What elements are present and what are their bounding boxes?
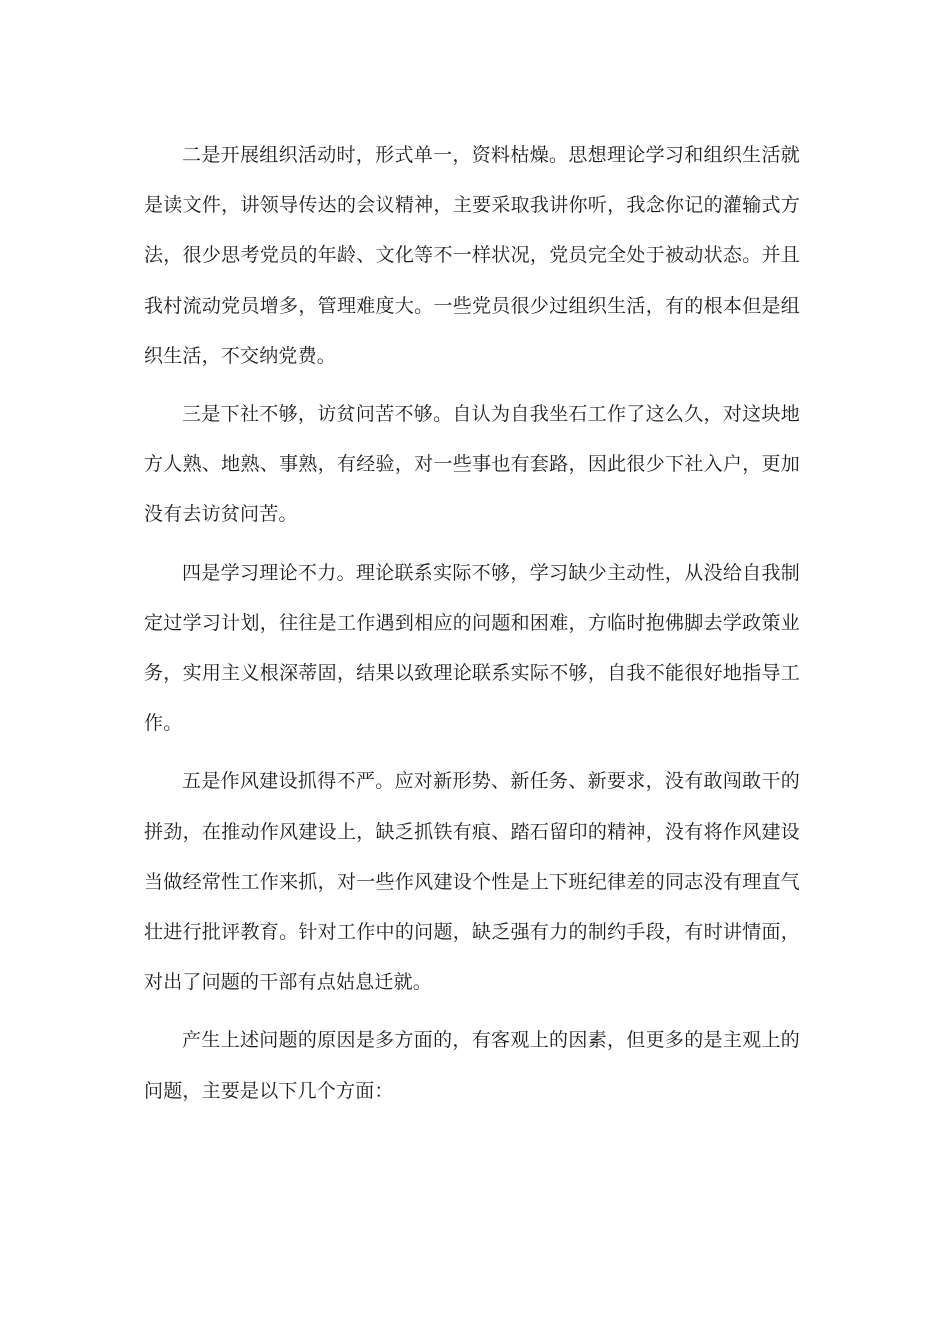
- document-body: [144, 130, 800, 1124]
- paragraph-causes-intro: 产生上述问题的原因是多方面的，有客观上的因素，但更多的是主观上的问题，主要是以下几个方面：: [144, 1029, 800, 1102]
- paragraph-work-style: 五是作风建设抓得不严。应对新形势、新任务、新要求，没有敢闯敢干的拼劲，在推动作风建设上，缺乏抓铁有痕、踏石留印的精神，没有将作风建设当做经常性工作来抓，对一些作风建设个性是上下班纪律差的同志没有理直气壮进行批评教育。针对工作中的问题，缺乏强有力的制约手段，有时讲情面，对出了问题的干部有点姑息迁就。: [144, 770, 800, 994]
- paragraph-theory-study: 四是学习理论不力。理论联系实际不够，学习缺少主动性，从没给自我制定过学习计划，往往是工作遇到相应的问题和困难，方临时抱佛脚去学政策业务，实用主义根深蒂固，结果以致理论联系实际不够，自我不能很好地指导工作。: [144, 561, 800, 735]
- paragraph-visiting-households: 三是下社不够，访贫问苦不够。自认为自我坐石工作了这么久，对这块地方人熟、地熟、事熟，有经验，对一些事也有套路，因此很少下社入户，更加没有去访贫问苦。: [144, 403, 800, 526]
- paragraph-organization-activities: 二是开展组织活动时，形式单一，资料枯燥。思想理论学习和组织生活就是读文件，讲领导传达的会议精神，主要采取我讲你听，我念你记的灌输式方法，很少思考党员的年龄、文化等不一样状况，党员完全处于被动状态。并且我村流动党员增多，管理难度大。一些党员很少过组织生活，有的根本但是组织生活，不交纳党费。: [144, 144, 800, 367]
